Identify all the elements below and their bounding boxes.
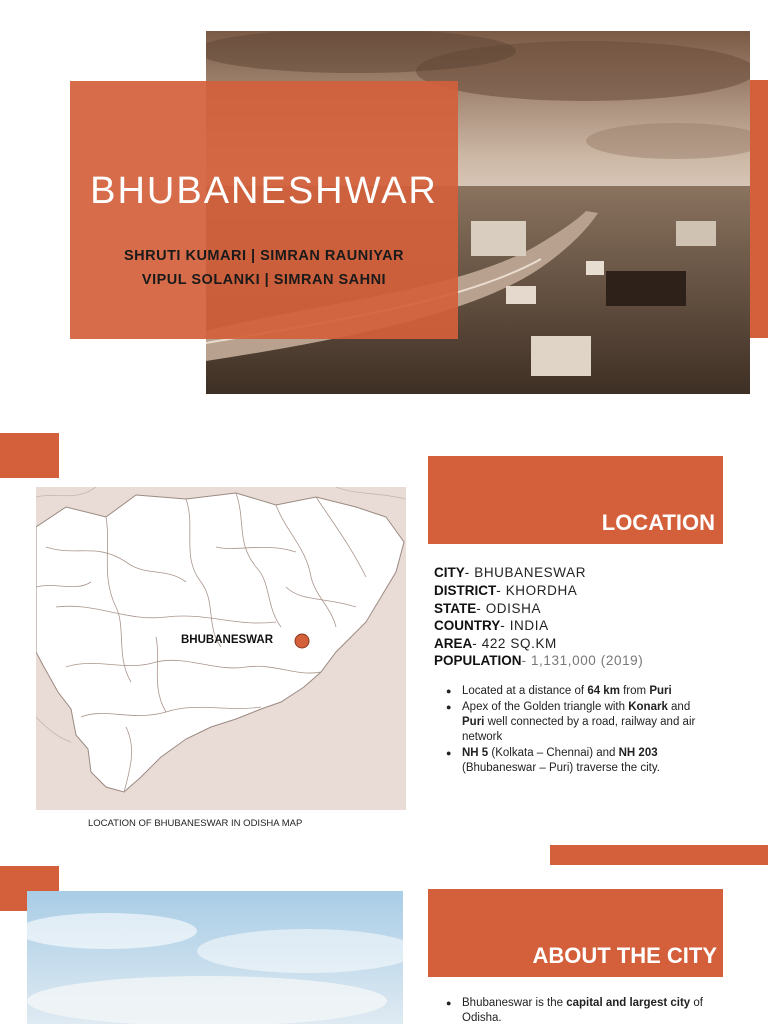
- location-bullet-list: [434, 684, 714, 777]
- fact-row: COUNTRY- INDIA: [434, 618, 549, 633]
- fact-row: STATE- ODISHA: [434, 601, 542, 616]
- list-item: ● Bhubaneswar is the capital and largest city of Odisha.: [434, 996, 724, 1026]
- sky-photo: [27, 891, 403, 1024]
- fact-row: AREA- 422 SQ.KM: [434, 636, 557, 651]
- decorative-block: [0, 433, 59, 478]
- fact-row: DISTRICT- KHORDHA: [434, 583, 578, 598]
- page-title: BHUBANESHWAR: [90, 170, 438, 212]
- authors-line-2: VIPUL SOLANKI | SIMRAN SAHNI: [141, 272, 387, 288]
- odisha-map: [36, 487, 406, 810]
- decorative-bar: [550, 845, 768, 865]
- authors-line-1: SHRUTI KUMARI | SIMRAN RAUNIYAR: [123, 248, 405, 264]
- about-heading: ABOUT THE CITY: [532, 943, 717, 968]
- decorative-bar: [750, 80, 768, 338]
- list-item: ● Located at a distance of 64 km from Puri: [434, 684, 714, 699]
- map-caption: LOCATION OF BHUBANESWAR IN ODISHA MAP: [88, 818, 303, 829]
- list-item: ● NH 5 (Kolkata – Chennai) and NH 203 (Bhubaneswar – Puri) traverse the city.: [434, 746, 714, 776]
- list-item: ● Apex of the Golden triangle with Konark and Puri well connected by a road, railway and air network: [434, 700, 714, 745]
- fact-row: CITY- BHUBANESWAR: [434, 565, 587, 580]
- map-city-label: BHUBANESWAR: [181, 634, 273, 646]
- about-bullet-list: [434, 996, 724, 1027]
- location-heading: LOCATION: [601, 510, 715, 535]
- fact-row: POPULATION- 1,131,000 (2019): [434, 653, 644, 668]
